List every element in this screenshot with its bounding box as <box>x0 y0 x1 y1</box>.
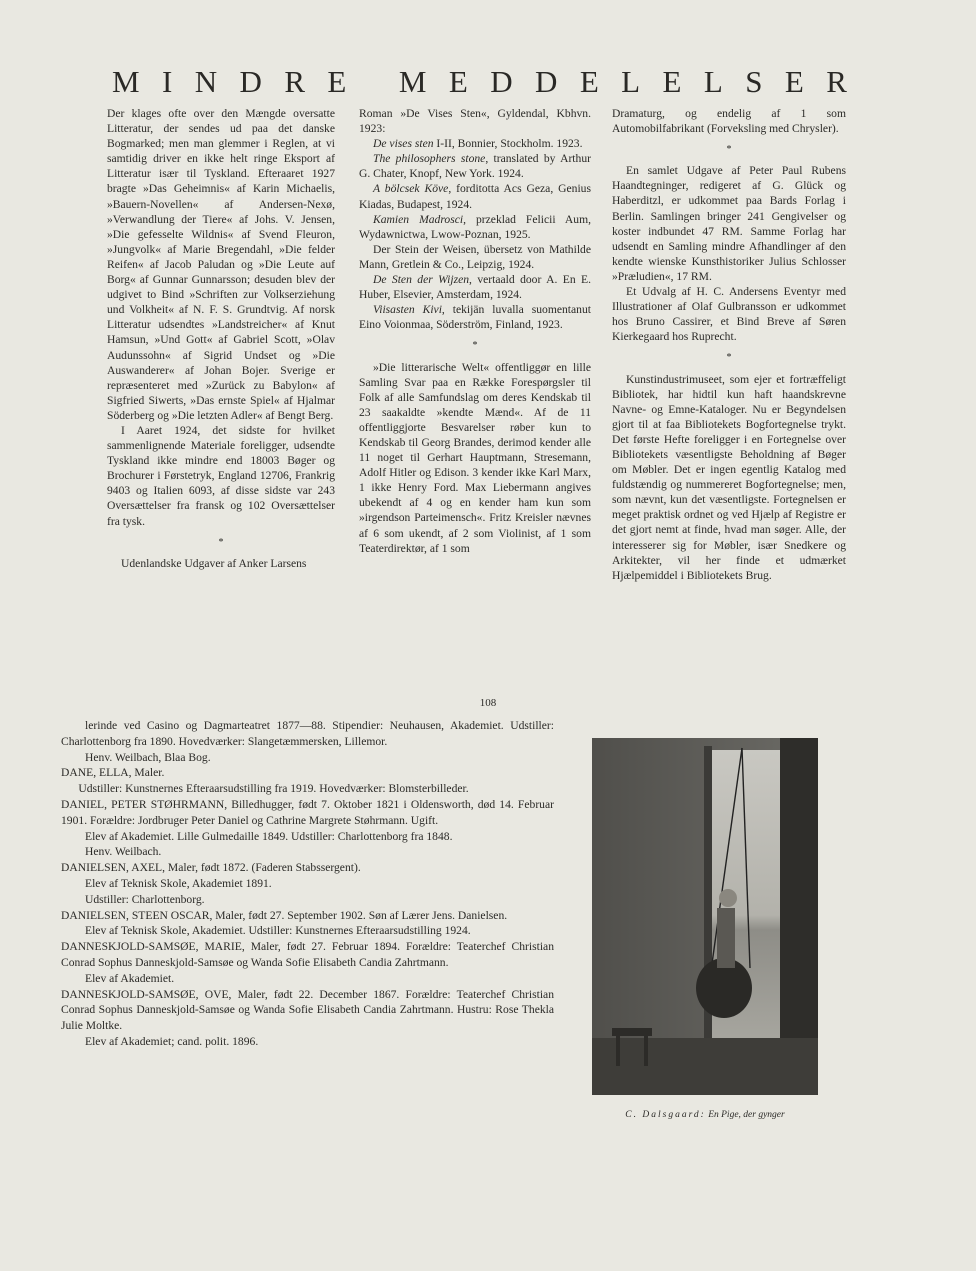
paragraph: Kunstindustrimuseet, som ejer et fortræffeligt Bibliotek, har hidtil kun haft haandskrevne Navne- og Emne-Kataloger. Nu er Begyndelsen gjort til at faa Bibliotekets Bogfortegnelse trykt. Det første Hefte foreligger i en Fortegnelse over Bibliotekets væsentligste Beholdning af Bøger om Møbler. Det er ingen egentlig Katalog med fuldstændig og nummereret Bogfortegnelse; men, som nævnt, kun det væsentligste. Fortegnelsen er meget praktisk ordnet og ved Hjælp af Registre er det gjort nemt at finde, hvad man søger. Alle, der interesserer sig for Møbler, især Snedkere og Arkitekter, vil her finde et udmærket Hjælpemiddel i Bibliotekets Brug. <box>612 372 846 582</box>
lexicon-entry: DANNESKJOLD-SAMSØE, OVE, Maler, født 22. December 1867. Forældre: Teaterchef Christian Conrad Sophus Danneskjold-Samsøe og Wanda Sofie Elisabeth Candia Zahrtmann. Hustru: Rose Thekla Julie Moltke. <box>61 987 554 1033</box>
title-letter: I <box>161 64 173 99</box>
title-letter <box>369 62 377 102</box>
paragraph: Viisasten Kivi, tekijän luvalla suomentanut Eino Voionmaa, Söderström, Finland, 1923. <box>359 303 591 332</box>
lexicon-entry: Henv. Weilbach. <box>85 845 162 859</box>
article-column-3 <box>612 106 846 583</box>
lexicon-entry: Elev af Teknisk Skole, Akademiet. Udstiller: Kunstnernes Efteraarsudstilling 1924. <box>85 924 471 938</box>
paragraph: »Die litterarische Welt« offentliggør en lille Samling Svar paa en Række Forespørgsler til Folk af alle Samfundslag om deres Kendskab til 23 saakaldte »kendte Mænd«. Af de 11 offentliggjorte Besvarelser røber kun to Kendskab til Georg Brandes, derimod kender alle 11 noget til Gerhart Hauptmann, Stresemann, Adolf Hitler og Edison. 3 kender ikke Karl Marx, 1 ikke Henry Ford. Max Liebermann angives ubekendt af 4 og en kender ham kun som »irgendson Parteimensch«. Fritz Kreisler nævnes af 6 som ukendt, af 2 som Violinist, af 1 som Teaterdirektør, af 1 som <box>359 360 591 555</box>
paragraph: Udenlandske Udgaver af Anker Larsens <box>121 556 307 570</box>
lexicon-entry: DANNESKJOLD-SAMSØE, MARIE, Maler, født 27. Februar 1894. Forældre: Teaterchef Christian Conrad Sophus Danneskjold-Samsøe og Wanda Sofie Elisabeth Candia Zahrtmann. <box>61 940 554 969</box>
title-letter: L <box>703 64 723 99</box>
painting-image <box>592 738 818 1095</box>
lexicon-entry: DANIELSEN, STEEN OSCAR, Maler, født 27. September 1902. Søn af Lærer Jens. Danielsen. <box>61 908 508 922</box>
page-number: 108 <box>479 697 497 709</box>
title-letter: D <box>239 64 262 99</box>
paragraph: * <box>726 144 732 156</box>
paragraph: Et Udvalg af H. C. Andersens Eventyr med Illustrationer af Olaf Gulbransson er udkommet hos Bruno Cassirer, et Bind Breve af Søren Kierkegaard hos Ruprecht. <box>612 285 846 344</box>
paragraph: * <box>726 352 732 364</box>
paragraph: * <box>472 340 478 352</box>
lexicon-entry: Udstiller: Charlottenborg. <box>85 892 205 906</box>
paragraph: * <box>218 536 224 548</box>
painting-girl-on-swing <box>592 738 818 1095</box>
lexicon-entry: Elev af Akademiet; cand. polit. 1896. <box>85 1034 259 1048</box>
title-letter: E <box>327 64 347 99</box>
article-column-2 <box>359 106 591 556</box>
title-letter: L <box>621 64 641 99</box>
caption-title: En Pige, der gynger <box>708 1110 785 1120</box>
title-letter: R <box>284 64 305 99</box>
artist-lexicon <box>61 718 554 1050</box>
article-column-1 <box>107 106 335 571</box>
lexicon-entry: Udstiller: Kunstnernes Efteraarsudstilling fra 1919. Hovedværker: Blomsterbilleder. <box>61 782 469 796</box>
title-letter: D <box>490 64 513 99</box>
paragraph: Dramaturg, og endelig af 1 som Automobilfabrikant (Forveksling med Chrysler). <box>612 107 846 136</box>
title-letter: N <box>194 64 218 99</box>
paragraph: Der Stein der Weisen, übersetz von Mathilde Mann, Gretlein & Co., Leipzig, 1924. <box>359 242 591 271</box>
paragraph: A bölcsek Köve, forditotta Acs Geza, Genius Kiadas, Budapest, 1924. <box>359 182 591 211</box>
paragraph: Roman »De Vises Sten«, Gyldendal, Kbhvn. 1923: <box>359 107 591 136</box>
lexicon-entry: DANIELSEN, AXEL, Maler, født 1872. (Faderen Stabssergent). <box>61 861 361 875</box>
paragraph: En samlet Udgave af Peter Paul Rubens Haandtegninger, redigeret af G. Glück og Haberditzl, er udkommet paa Bards Forlag i Berlin. Samlingen bringer 241 Gengivelser og koster indbundet 47 RM. Samme Forlag har udsendt en Samling mindre Afhandlinger af den kendte wienske Kunsthistoriker Julius Schlosser »Præludien«, 17 RM. <box>612 164 846 283</box>
title-letter: S <box>745 64 763 99</box>
page-title <box>112 62 847 102</box>
paragraph: De vises sten I-II, Bonnier, Stockholm. 1923. <box>373 137 583 151</box>
title-letter: D <box>535 64 558 99</box>
lexicon-entry: Elev af Teknisk Skole, Akademiet 1891. <box>85 876 272 890</box>
title-letter: E <box>662 64 682 99</box>
paragraph: Kamien Madrosci, przeklad Felicii Aum, Wydawnictwa, Lwow-Poznan, 1925. <box>359 212 591 241</box>
paragraph: De Sten der Wijzen, vertaald door A. En E. Huber, Elsevier, Amsterdam, 1924. <box>359 273 592 302</box>
title-letter: E <box>784 64 804 99</box>
paragraph: Der klages ofte over den Mængde oversatte Litteratur, der sendes ud paa det danske Bogmarked; men man glemmer i Reglen, at vi samtidig driver en ikke helt ringe Eksport af Litteratur især til Tyskland. Efteraaret 1927 bragte »Das Geheimnis« af Karin Michaelis, »Bauern-Novellen« af Andersen-Nexø, »Verwandlung der Tiere« af Johs. V. Jensen, »Die gefesselte Wildnis« af Svend Fleuron, »Jungvolk« af Marie Bregendahl, »Die felder Reifen« af Jacob Paludan og »Die Leute auf Borg« af Gunnar Gunnarsson; desuden blev der udgivet to Bind »Schriften zur Volkserziehung und Volkheit« af N. F. S. Grundtvig. Af norsk Litteratur udsendtes »Landstreicher« af Knut Hamsun, »Und Gott« af Gabriel Scott, »Olav Audunssohn« af Sigrid Undset og »Die Auswanderer« af Johan Bojer. Sverige er repræsenteret med »Zurück zu Babylon« af Sigfried Siwerts, »Das ernste Spiel« af Hjalmar Söderberg og »Die letzten Adler« af Bengt Berg. <box>107 107 335 422</box>
paragraph: The philosophers stone, translated by Arthur G. Chater, Knopf, New York. 1924. <box>359 152 591 181</box>
lexicon-entry: lerinde ved Casino og Dagmarteatret 1877—88. Stipendier: Neuhausen, Akademiet. Udstiller: Charlottenborg fra 1890. Hovedværker: Slangetæmmersken, Lillemor. <box>61 719 554 748</box>
title-letter: M <box>112 64 140 99</box>
title-letter: R <box>826 64 847 99</box>
title-letter: M <box>398 64 427 99</box>
lexicon-entry: Henv. Weilbach, Blaa Bog. <box>85 750 211 764</box>
paragraph: I Aaret 1924, det sidste for hvilket sammenlignende Materiale foreligger, udsendte Tyskland ikke mindre end 18003 Bøger og Brochurer i Førstetryk, England 12706, Frankrig 9403 og Italien 6093, af disse sidste var 243 Oversættelser fra fransk og 102 Oversættelser fra tysk. <box>107 423 335 528</box>
painting-caption <box>592 1110 818 1120</box>
caption-artist: C. Dalsgaard: <box>625 1110 706 1120</box>
lexicon-entry: DANE, ELLA, Maler. <box>61 766 165 780</box>
title-letter: E <box>448 64 468 99</box>
lexicon-entry: Elev af Akademiet. Lille Gulmedaille 1849. Udstiller: Charlottenborg fra 1848. <box>85 829 453 843</box>
lexicon-entry: DANIEL, PETER STØHRMANN, Billedhugger, født 7. Oktober 1821 i Oldensworth, død 14. Februar 1901. Forældre: Jordbruger Peter Daniel og Cathrine Margrete Støhrmann. Ugift. <box>61 797 554 827</box>
title-letter: E <box>579 64 599 99</box>
lexicon-entry: Elev af Akademiet. <box>85 971 175 985</box>
